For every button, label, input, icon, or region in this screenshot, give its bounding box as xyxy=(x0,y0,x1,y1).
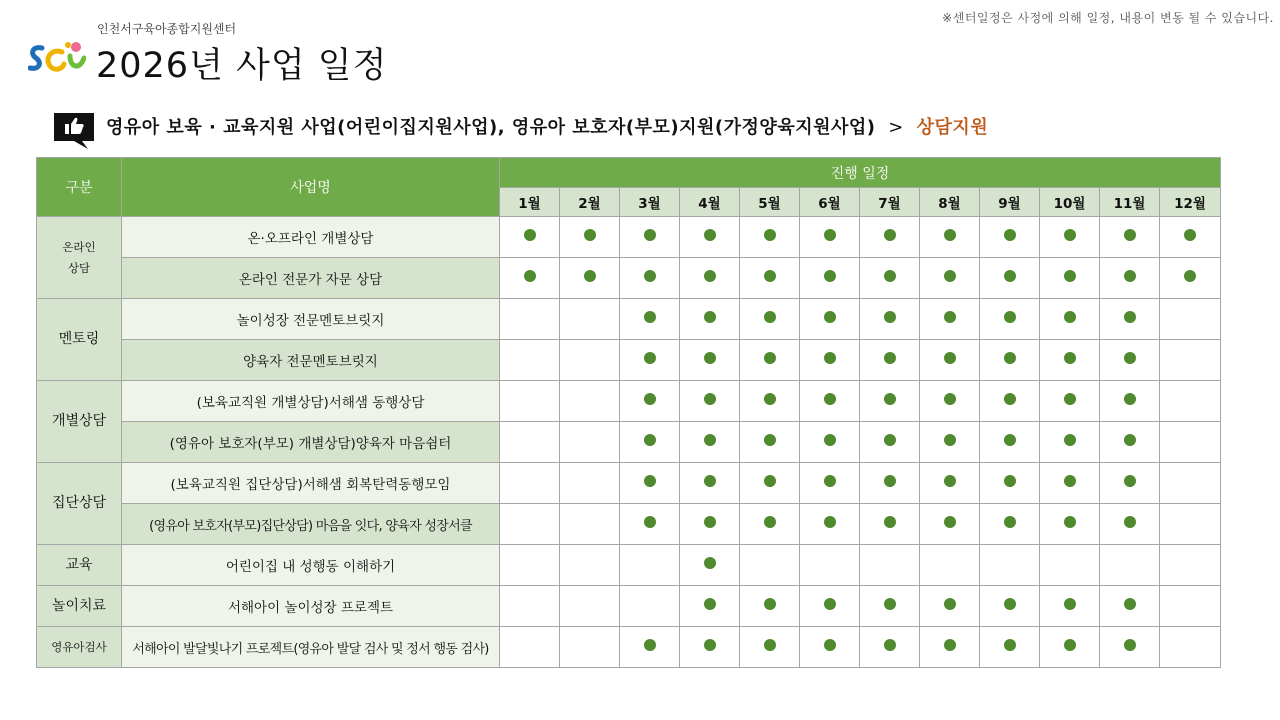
schedule-dot xyxy=(764,639,776,651)
schedule-cell xyxy=(740,381,800,422)
schedule-cell xyxy=(1160,627,1221,668)
schedule-cell xyxy=(1040,340,1100,381)
schedule-dot xyxy=(1004,475,1016,487)
schedule-cell xyxy=(680,463,740,504)
schedule-dot xyxy=(764,475,776,487)
schedule-cell xyxy=(740,299,800,340)
business-name-cell: 온라인 전문가 자문 상담 xyxy=(122,258,500,299)
schedule-cell xyxy=(860,340,920,381)
schedule-cell xyxy=(1040,422,1100,463)
schedule-cell xyxy=(680,258,740,299)
schedule-cell xyxy=(980,299,1040,340)
schedule-dot xyxy=(524,229,536,241)
month-header: 10월 xyxy=(1040,188,1100,217)
schedule-cell xyxy=(980,545,1040,586)
category-cell: 개별상담 xyxy=(37,381,122,463)
schedule-dot xyxy=(764,393,776,405)
schedule-cell xyxy=(500,463,560,504)
schedule-cell xyxy=(500,545,560,586)
schedule-dot xyxy=(1004,229,1016,241)
schedule-dot xyxy=(764,229,776,241)
schedule-cell xyxy=(860,217,920,258)
col-category-header: 구분 xyxy=(37,158,122,217)
schedule-dot xyxy=(644,270,656,282)
schedule-cell xyxy=(1100,586,1160,627)
schedule-cell xyxy=(980,381,1040,422)
category-cell: 온라인 상담 xyxy=(37,217,122,299)
schedule-dot xyxy=(944,311,956,323)
schedule-dot xyxy=(644,475,656,487)
schedule-cell xyxy=(620,545,680,586)
table-row xyxy=(37,299,1221,340)
schedule-cell xyxy=(500,258,560,299)
schedule-cell xyxy=(800,217,860,258)
schedule-cell xyxy=(500,340,560,381)
schedule-cell xyxy=(680,381,740,422)
schedule-dot xyxy=(944,516,956,528)
schedule-cell xyxy=(920,586,980,627)
schedule-cell xyxy=(800,586,860,627)
schedule-cell xyxy=(1100,627,1160,668)
schedule-cell xyxy=(560,299,620,340)
schedule-cell xyxy=(1160,586,1221,627)
category-cell: 교육 xyxy=(37,545,122,586)
schedule-dot xyxy=(704,311,716,323)
schedule-dot xyxy=(764,311,776,323)
schedule-dot xyxy=(944,393,956,405)
schedule-cell xyxy=(680,586,740,627)
schedule-cell xyxy=(980,627,1040,668)
schedule-dot xyxy=(1124,270,1136,282)
table-row xyxy=(37,422,1221,463)
table-row xyxy=(37,217,1221,258)
schedule-dot xyxy=(1124,311,1136,323)
section-arrow: > xyxy=(888,117,904,138)
schedule-cell xyxy=(1040,504,1100,545)
schedule-dot xyxy=(704,229,716,241)
schedule-cell xyxy=(1100,381,1160,422)
schedule-dot xyxy=(1064,393,1076,405)
schedule-cell xyxy=(740,463,800,504)
schedule-dot xyxy=(1064,598,1076,610)
table-row xyxy=(37,258,1221,299)
schedule-dot xyxy=(1064,516,1076,528)
schedule-dot xyxy=(1004,393,1016,405)
schedule-cell xyxy=(500,422,560,463)
category-cell: 멘토링 xyxy=(37,299,122,381)
schedule-cell xyxy=(860,627,920,668)
schedule-cell xyxy=(920,340,980,381)
schedule-dot xyxy=(824,311,836,323)
schedule-dot xyxy=(944,229,956,241)
schedule-cell xyxy=(680,217,740,258)
schedule-dot xyxy=(704,475,716,487)
center-logo xyxy=(28,38,86,78)
schedule-dot xyxy=(884,352,896,364)
schedule-dot xyxy=(944,352,956,364)
schedule-dot xyxy=(1064,639,1076,651)
schedule-cell xyxy=(740,217,800,258)
schedule-dot xyxy=(1004,516,1016,528)
month-header: 9월 xyxy=(980,188,1040,217)
schedule-cell xyxy=(560,586,620,627)
schedule-cell xyxy=(740,504,800,545)
table-row xyxy=(37,463,1221,504)
business-name-cell: 온·오프라인 개별상담 xyxy=(122,217,500,258)
schedule-cell xyxy=(860,422,920,463)
schedule-cell xyxy=(860,463,920,504)
schedule-cell xyxy=(560,545,620,586)
schedule-cell xyxy=(800,258,860,299)
schedule-dot xyxy=(644,229,656,241)
schedule-dot xyxy=(1124,434,1136,446)
schedule-cell xyxy=(740,627,800,668)
category-cell: 집단상담 xyxy=(37,463,122,545)
schedule-cell xyxy=(920,545,980,586)
schedule-cell xyxy=(800,422,860,463)
schedule-cell xyxy=(800,627,860,668)
schedule-cell xyxy=(1040,258,1100,299)
schedule-dot xyxy=(884,229,896,241)
schedule-cell xyxy=(680,627,740,668)
schedule-dot xyxy=(704,557,716,569)
schedule-cell xyxy=(800,463,860,504)
month-header: 1월 xyxy=(500,188,560,217)
schedule-cell xyxy=(620,299,680,340)
schedule-cell xyxy=(920,217,980,258)
schedule-cell xyxy=(560,422,620,463)
month-header: 6월 xyxy=(800,188,860,217)
section-title xyxy=(106,113,988,139)
schedule-cell xyxy=(1100,340,1160,381)
schedule-cell xyxy=(500,217,560,258)
schedule-dot xyxy=(1124,229,1136,241)
schedule-cell xyxy=(860,504,920,545)
business-name-cell: 놀이성장 전문멘토브릿지 xyxy=(122,299,500,340)
schedule-cell xyxy=(920,463,980,504)
schedule-dot xyxy=(824,516,836,528)
schedule-cell xyxy=(680,299,740,340)
schedule-dot xyxy=(1004,639,1016,651)
month-header: 7월 xyxy=(860,188,920,217)
schedule-cell xyxy=(1040,381,1100,422)
schedule-cell xyxy=(1100,463,1160,504)
schedule-cell xyxy=(500,504,560,545)
business-name-cell: 서해아이 놀이성장 프로젝트 xyxy=(122,586,500,627)
schedule-cell xyxy=(800,381,860,422)
category-cell: 놀이치료 xyxy=(37,586,122,627)
schedule-cell xyxy=(800,545,860,586)
schedule-cell xyxy=(1160,217,1221,258)
business-name-cell: (보육교직원 집단상담)서해샘 회복탄력동행모임 xyxy=(122,463,500,504)
schedule-dot xyxy=(704,639,716,651)
table-row xyxy=(37,545,1221,586)
page-title: 2026년 사업 일정 xyxy=(96,46,388,86)
schedule-cell xyxy=(980,586,1040,627)
schedule-dot xyxy=(824,352,836,364)
schedule-dot xyxy=(704,393,716,405)
schedule-dot xyxy=(764,270,776,282)
schedule-dot xyxy=(824,598,836,610)
schedule-table xyxy=(36,157,1221,668)
schedule-cell xyxy=(1040,586,1100,627)
schedule-dot xyxy=(884,311,896,323)
business-name-cell: 어린이집 내 성행동 이해하기 xyxy=(122,545,500,586)
schedule-cell xyxy=(500,299,560,340)
schedule-cell xyxy=(1100,299,1160,340)
schedule-cell xyxy=(860,258,920,299)
schedule-dot xyxy=(884,516,896,528)
schedule-cell xyxy=(620,217,680,258)
business-name-cell: (영유아 보호자(부모) 개별상담)양육자 마음쉼터 xyxy=(122,422,500,463)
schedule-dot xyxy=(884,434,896,446)
schedule-cell xyxy=(560,463,620,504)
category-cell: 영유아검사 xyxy=(37,627,122,668)
business-name-cell: (영유아 보호자(부모)집단상담) 마음을 잇다, 양육자 성장서클 xyxy=(122,504,500,545)
schedule-dot xyxy=(704,598,716,610)
schedule-cell xyxy=(620,627,680,668)
schedule-cell xyxy=(800,504,860,545)
schedule-dot xyxy=(1184,270,1196,282)
schedule-cell xyxy=(1040,299,1100,340)
table-row xyxy=(37,627,1221,668)
schedule-dot xyxy=(824,475,836,487)
schedule-dot xyxy=(1124,598,1136,610)
schedule-cell xyxy=(1160,258,1221,299)
schedule-cell xyxy=(1040,463,1100,504)
schedule-dot xyxy=(584,229,596,241)
schedule-cell xyxy=(560,381,620,422)
schedule-cell xyxy=(1040,627,1100,668)
schedule-cell xyxy=(1100,545,1160,586)
schedule-cell xyxy=(920,258,980,299)
schedule-dot xyxy=(1064,229,1076,241)
schedule-dot xyxy=(824,270,836,282)
schedule-cell xyxy=(800,299,860,340)
schedule-dot xyxy=(644,311,656,323)
schedule-dot xyxy=(644,352,656,364)
schedule-cell xyxy=(1100,217,1160,258)
table-row xyxy=(37,504,1221,545)
month-header: 4월 xyxy=(680,188,740,217)
schedule-cell xyxy=(1160,299,1221,340)
schedule-dot xyxy=(944,434,956,446)
schedule-cell xyxy=(1160,340,1221,381)
col-schedule-header: 진행 일정 xyxy=(500,158,1221,188)
schedule-cell xyxy=(560,217,620,258)
month-header: 3월 xyxy=(620,188,680,217)
schedule-cell xyxy=(740,545,800,586)
business-name-cell: 서해아이 발달빛나기 프로젝트(영유아 발달 검사 및 정서 행동 검사) xyxy=(122,627,500,668)
schedule-cell xyxy=(1160,545,1221,586)
schedule-cell xyxy=(920,381,980,422)
schedule-dot xyxy=(1004,311,1016,323)
schedule-dot xyxy=(704,270,716,282)
schedule-dot xyxy=(584,270,596,282)
schedule-dot xyxy=(884,475,896,487)
schedule-dot xyxy=(1064,434,1076,446)
month-header: 2월 xyxy=(560,188,620,217)
schedule-dot xyxy=(1004,270,1016,282)
schedule-dot xyxy=(884,639,896,651)
schedule-dot xyxy=(824,639,836,651)
schedule-cell xyxy=(740,586,800,627)
schedule-cell xyxy=(740,422,800,463)
table-row xyxy=(37,340,1221,381)
schedule-cell xyxy=(980,217,1040,258)
schedule-cell xyxy=(860,299,920,340)
schedule-dot xyxy=(1064,475,1076,487)
schedule-cell xyxy=(620,340,680,381)
schedule-cell xyxy=(680,422,740,463)
schedule-dot xyxy=(1124,475,1136,487)
schedule-dot xyxy=(1004,352,1016,364)
table-row xyxy=(37,381,1221,422)
schedule-cell xyxy=(800,340,860,381)
schedule-dot xyxy=(644,434,656,446)
schedule-cell xyxy=(1100,504,1160,545)
schedule-dot xyxy=(644,639,656,651)
schedule-cell xyxy=(920,627,980,668)
schedule-cell xyxy=(560,340,620,381)
schedule-dot xyxy=(764,516,776,528)
schedule-cell xyxy=(620,422,680,463)
schedule-cell xyxy=(980,422,1040,463)
schedule-cell xyxy=(620,258,680,299)
schedule-cell xyxy=(1100,422,1160,463)
schedule-cell xyxy=(1160,422,1221,463)
schedule-cell xyxy=(980,340,1040,381)
schedule-cell xyxy=(1160,504,1221,545)
schedule-cell xyxy=(1100,258,1160,299)
schedule-dot xyxy=(524,270,536,282)
schedule-dot xyxy=(884,598,896,610)
schedule-dot xyxy=(824,434,836,446)
schedule-cell xyxy=(500,381,560,422)
schedule-dot xyxy=(704,434,716,446)
schedule-dot xyxy=(1004,598,1016,610)
schedule-cell xyxy=(980,504,1040,545)
business-name-cell: 양육자 전문멘토브릿지 xyxy=(122,340,500,381)
schedule-cell xyxy=(860,545,920,586)
schedule-dot xyxy=(1064,311,1076,323)
schedule-dot xyxy=(644,393,656,405)
thumbs-up-icon xyxy=(52,111,96,151)
schedule-dot xyxy=(644,516,656,528)
org-name: 인천서구육아종합지원센터 xyxy=(97,22,237,36)
month-header: 8월 xyxy=(920,188,980,217)
schedule-cell xyxy=(740,258,800,299)
section-title-text: 영유아 보육 · 교육지원 사업(어린이집지원사업), 영유아 보호자(부모)지원(가정양육지원사업) xyxy=(106,117,876,138)
schedule-cell xyxy=(920,299,980,340)
section-accent: 상담지원 xyxy=(916,117,989,138)
schedule-dot xyxy=(884,270,896,282)
schedule-dot xyxy=(884,393,896,405)
schedule-cell xyxy=(740,340,800,381)
schedule-cell xyxy=(560,627,620,668)
schedule-dot xyxy=(1004,434,1016,446)
table-row xyxy=(37,586,1221,627)
schedule-cell xyxy=(920,422,980,463)
schedule-dot xyxy=(1064,270,1076,282)
month-header: 12월 xyxy=(1160,188,1221,217)
col-business-header: 사업명 xyxy=(122,158,500,217)
schedule-cell xyxy=(860,381,920,422)
schedule-dot xyxy=(1064,352,1076,364)
schedule-cell xyxy=(1160,381,1221,422)
schedule-cell xyxy=(680,504,740,545)
schedule-dot xyxy=(764,434,776,446)
schedule-notice: ※센터일정은 사정에 의해 일정, 내용이 변동 될 수 있습니다. xyxy=(942,11,1274,25)
schedule-dot xyxy=(764,352,776,364)
schedule-cell xyxy=(560,258,620,299)
schedule-dot xyxy=(824,229,836,241)
schedule-cell xyxy=(620,586,680,627)
schedule-dot xyxy=(704,352,716,364)
schedule-dot xyxy=(1124,639,1136,651)
schedule-cell xyxy=(620,463,680,504)
schedule-dot xyxy=(944,639,956,651)
schedule-cell xyxy=(980,463,1040,504)
schedule-cell xyxy=(1040,217,1100,258)
schedule-cell xyxy=(1040,545,1100,586)
schedule-cell xyxy=(620,381,680,422)
schedule-dot xyxy=(944,475,956,487)
schedule-dot xyxy=(1124,352,1136,364)
schedule-dot xyxy=(704,516,716,528)
schedule-cell xyxy=(860,586,920,627)
schedule-dot xyxy=(764,598,776,610)
schedule-cell xyxy=(620,504,680,545)
schedule-cell xyxy=(1160,463,1221,504)
business-name-cell: (보육교직원 개별상담)서해샘 동행상담 xyxy=(122,381,500,422)
schedule-cell xyxy=(560,504,620,545)
schedule-cell xyxy=(920,504,980,545)
schedule-dot xyxy=(1124,516,1136,528)
schedule-dot xyxy=(1124,393,1136,405)
schedule-cell xyxy=(680,545,740,586)
month-header: 11월 xyxy=(1100,188,1160,217)
schedule-cell xyxy=(500,627,560,668)
schedule-dot xyxy=(1184,229,1196,241)
month-header: 5월 xyxy=(740,188,800,217)
schedule-cell xyxy=(500,586,560,627)
schedule-cell xyxy=(980,258,1040,299)
schedule-dot xyxy=(944,270,956,282)
schedule-dot xyxy=(824,393,836,405)
schedule-dot xyxy=(944,598,956,610)
schedule-cell xyxy=(680,340,740,381)
